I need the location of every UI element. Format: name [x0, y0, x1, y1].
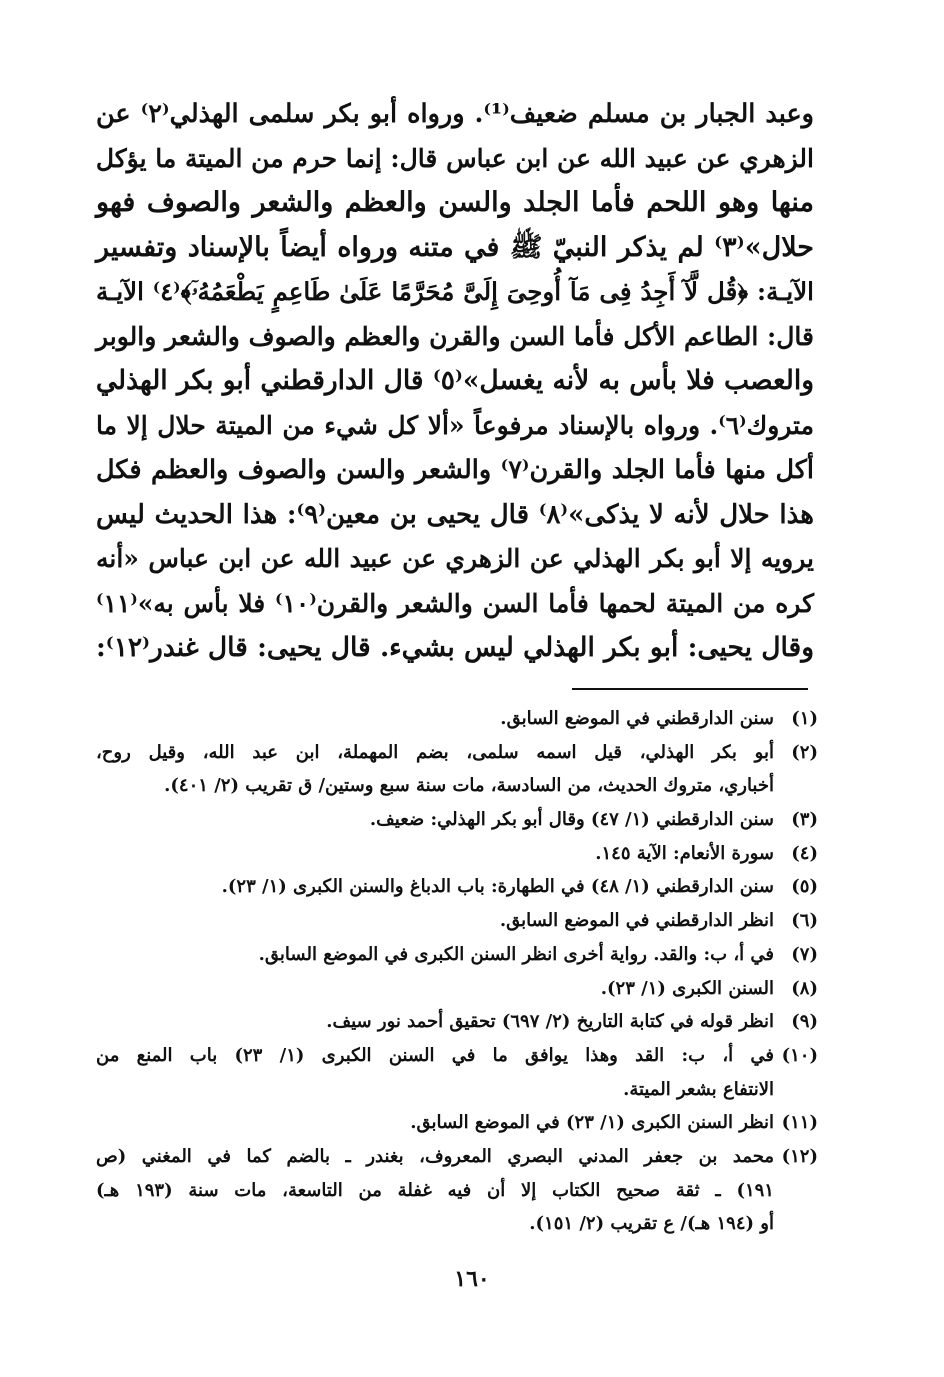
text-line: الآيـة: ﴿قُل لَّآ أَجِدُ فِى مَآ أُوحِىَ إِلَىَّ مُحَرَّمًا عَلَىٰ طَاعِمٍ يَطْعَمُهُۥٓ﴾⁽٤⁾ الآيـة [96, 277, 814, 306]
footnote-line: أخباري، متروك الحديث، من السادسة، مات سنة سبع وستين/ ق تقريب (٢/ ٤٠١). [164, 775, 774, 797]
page-number: ١٦٠ [454, 1266, 490, 1292]
footnotes [96, 702, 818, 1241]
footnote-12 [96, 1140, 818, 1241]
footnote-number: (٨) [791, 977, 818, 999]
footnote-line: في أ، ب: القد وهذا يوافق ما في السنن الكبرى (١/ ٢٣) باب المنع من [96, 1045, 775, 1066]
footnote-line: الانتفاع بشعر الميتة. [623, 1078, 774, 1100]
text-line: الزهري عن عبيد الله عن ابن عباس قال: إنما حرم من الميتة ما يؤكل [95, 143, 814, 173]
footnote-8 [96, 972, 818, 1006]
text-line: أكل منها فأما الجلد والقرن⁽٧⁾ والشعر والسن والصوف والعظم فكل [96, 455, 814, 485]
text-line: قال: الطاعم الأكل فأما السن والقرن والعظم والصوف والشعر والوبر [96, 321, 814, 351]
footnote-line: ١٩١) ـ ثقة صحيح الكتاب إلا أن فيه غفلة من التاسعة، مات سنة (١٩٣ هـ) [96, 1179, 774, 1201]
footnote-text [96, 904, 774, 938]
footnote-number: (١) [791, 708, 818, 729]
footnote-text [96, 1140, 774, 1241]
footnote-line: السنن الكبرى (١/ ٢٣). [600, 977, 774, 999]
footnote-text [96, 1005, 774, 1039]
text-line: هذا حلال لأنه لا يذكى»⁽٨⁾ قال يحيى بن معين⁽٩⁾: هذا الحديث ليس [96, 499, 815, 530]
footnote-number: (٧) [791, 943, 818, 965]
text-line: منها وهو اللحم فأما الجلد والسن والعظم والشعر والصوف فهو [96, 187, 814, 218]
text-line: يرويه إلا أبو بكر الهذلي عن الزهري عن عبيد الله عن ابن عباس «أنه [96, 544, 814, 573]
footnote-number: (٤) [791, 842, 818, 864]
footnote-number: (١٠) [781, 1045, 818, 1066]
footnote-number: (٥) [791, 876, 818, 898]
footnote-number: (١١) [781, 1112, 818, 1134]
footnote-text [96, 870, 774, 904]
text-line: حلال»⁽٣⁾ لم يذكر النبيّ ﷺ في متنه ورواه أيضاً بالإسناد وتفسير [96, 231, 814, 263]
text-line: كره من الميتة لحمها فأما السن والشعر والقرن⁽١٠⁾ فلا بأس به»⁽١١⁾ [96, 588, 814, 618]
footnote-line: سنن الدارقطني في الموضع السابق. [500, 708, 774, 729]
footnote-6 [96, 904, 818, 938]
footnote-9 [96, 1005, 818, 1039]
main-text [96, 92, 814, 671]
footnote-5 [96, 870, 818, 904]
footnote-11 [96, 1106, 818, 1140]
text-line: وعبد الجبار بن مسلم ضعيف⁽¹⁾. ورواه أبو بكر سلمى الهذلي⁽٢⁾ عن [96, 99, 814, 129]
footnote-line: سنن الدارقطني (١/ ٤٨) في الطهارة: باب الدباغ والسنن الكبرى (١/ ٢٣). [221, 876, 774, 898]
text-line: متروك⁽٦⁾. ورواه بالإسناد مرفوعاً «ألا كل شيء من الميتة حلال إلا ما [96, 410, 814, 440]
footnote-10 [96, 1039, 818, 1106]
footnote-line: أو (١٩٤ هـ)/ ع تقريب (٢/ ١٥١). [529, 1213, 774, 1235]
footnote-number: (١٢) [781, 1146, 818, 1168]
footnote-text [96, 736, 774, 803]
footnote-1 [96, 702, 818, 736]
text-line: وقال يحيى: أبو بكر الهذلي ليس بشيء. قال يحيى: قال غندر⁽١٢⁾: [96, 632, 814, 663]
footnote-number: (٢) [791, 741, 818, 763]
footnote-3 [96, 803, 818, 837]
footnote-text [96, 702, 774, 736]
footnote-line: سنن الدارقطني (١/ ٤٧) وقال أبو بكر الهذلي: ضعيف. [369, 809, 774, 831]
text-line: والعصب فلا بأس به لأنه يغسل»⁽٥⁾ قال الدارقطني أبو بكر الهذلي [95, 365, 814, 396]
footnote-line: انظر الدارقطني في الموضع السابق. [499, 910, 774, 932]
footnote-separator [572, 688, 808, 690]
footnote-text [96, 1039, 774, 1106]
footnote-4 [96, 837, 818, 871]
footnote-text [96, 972, 774, 1006]
footnote-text [96, 803, 774, 837]
footnote-text [96, 938, 774, 972]
footnote-line: انظر قوله في كتابة التاريخ (٢/ ٦٩٧) تحقيق أحمد نور سيف. [326, 1011, 774, 1033]
footnote-text [96, 837, 774, 871]
footnote-line: في أ، ب: والقد. رواية أخرى انظر السنن الكبرى في الموضع السابق. [258, 943, 774, 965]
footnote-number: (٩) [791, 1011, 818, 1033]
footnote-number: (٣) [791, 809, 818, 831]
footnote-number: (٦) [791, 910, 818, 932]
footnote-2 [96, 736, 818, 803]
footnote-line: سورة الأنعام: الآية ١٤٥. [595, 842, 774, 864]
footnote-text [96, 1106, 774, 1140]
footnote-7 [96, 938, 818, 972]
footnote-line: محمد بن جعفر المدني البصري المعروف، بغندر ـ بالضم كما في المغني (ص [96, 1146, 774, 1168]
footnote-line: انظر السنن الكبرى (١/ ٢٣) في الموضع السابق. [410, 1112, 774, 1134]
footnote-line: أبو بكر الهذلي، قيل اسمه سلمى، بضم المهملة، ابن عبد الله، وقيل روح، [96, 741, 774, 763]
